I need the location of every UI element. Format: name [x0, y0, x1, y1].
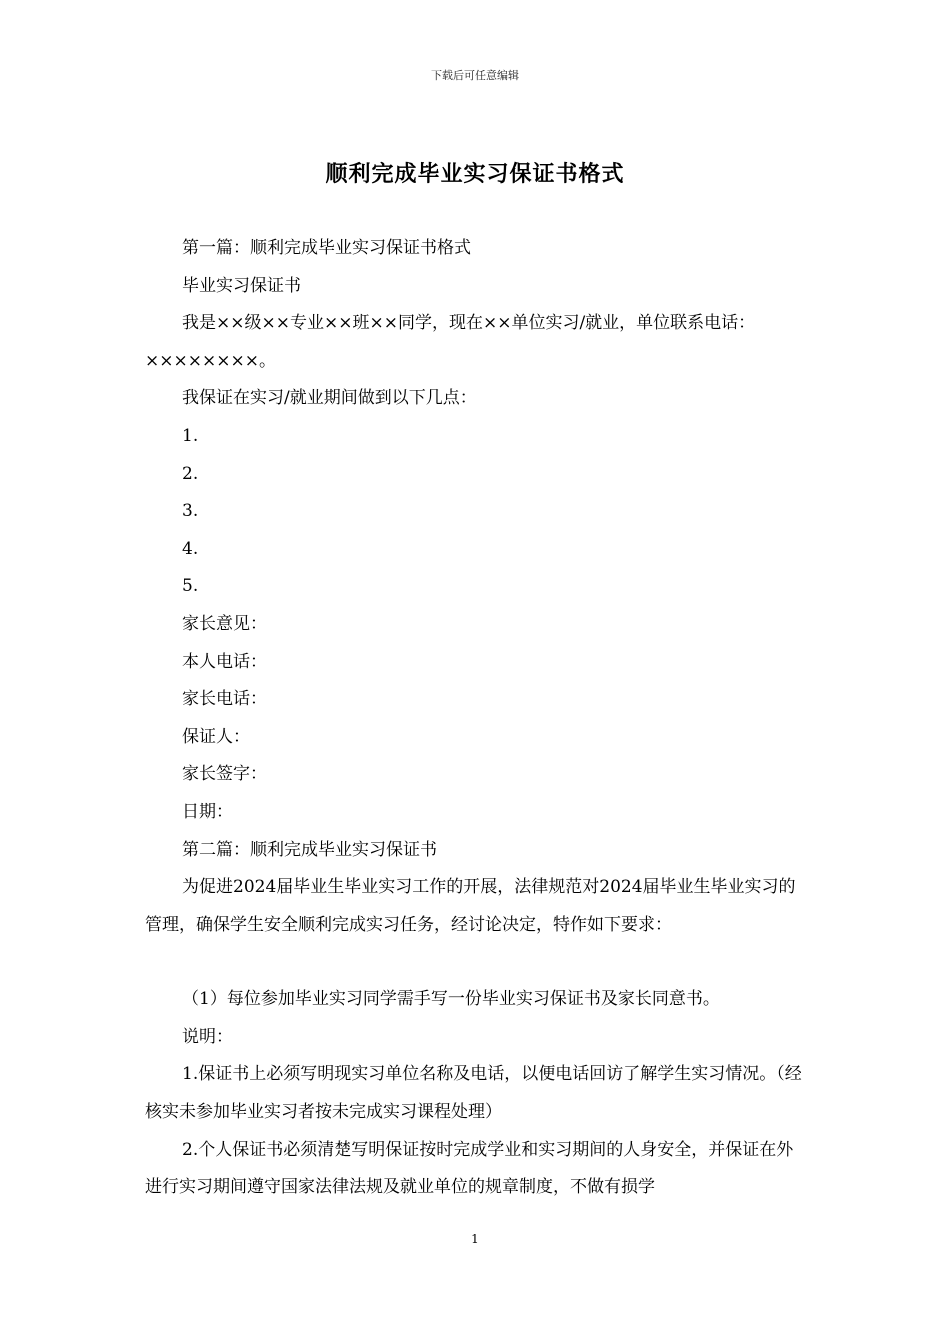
form-field-label: 本人电话：	[182, 651, 267, 672]
paragraph: （1）每位参加毕业实习同学需手写一份毕业实习保证书及家长同意书。	[182, 989, 720, 1010]
list-item: 4.	[182, 538, 199, 559]
paragraph: 我保证在实习/就业期间做到以下几点：	[182, 388, 477, 409]
header-note: 下载后可任意编辑	[431, 69, 519, 82]
paragraph: 为促进2024届毕业生毕业实习工作的开展，法律规范对2024届毕业生毕业实习的管理，确保学生安全顺利完成实习任务，经讨论决定，特作如下要求：	[145, 877, 796, 935]
form-field-label: 家长意见：	[182, 613, 267, 634]
paragraph: 1.保证书上必须写明现实习单位名称及电话，以便电话回访了解学生实习情况。（经核实未参加毕业实习者按未完成实习课程处理）	[145, 1064, 802, 1123]
list-item: 5.	[182, 576, 199, 597]
subheading: 毕业实习保证书	[182, 275, 301, 296]
page-number: 1	[471, 1232, 479, 1246]
paragraph: 说明：	[182, 1026, 233, 1047]
document-body	[145, 230, 807, 1207]
paragraph: 我是××级××专业××班××同学，现在××单位实习/就业，单位联系电话：××××××××。	[145, 313, 756, 371]
form-field-label: 家长电话：	[182, 689, 267, 710]
form-field-label: 家长签字：	[182, 764, 267, 785]
document-title: 顺利完成毕业实习保证书格式	[325, 161, 625, 187]
list-item: 3.	[182, 501, 199, 522]
form-field-label: 日期：	[182, 801, 233, 822]
section-heading-1: 第一篇：顺利完成毕业实习保证书格式	[182, 238, 471, 258]
list-item: 1.	[182, 425, 199, 446]
section-heading-2: 第二篇：顺利完成毕业实习保证书	[182, 839, 437, 860]
form-field-label: 保证人：	[182, 726, 250, 747]
paragraph: 2.个人保证书必须清楚写明保证按时完成学业和实习期间的人身安全，并保证在外进行实习期间遵守国家法律法规及就业单位的规章制度，不做有损学	[145, 1139, 794, 1198]
paragraph-spacer	[145, 944, 807, 981]
list-item: 2.	[182, 463, 199, 484]
